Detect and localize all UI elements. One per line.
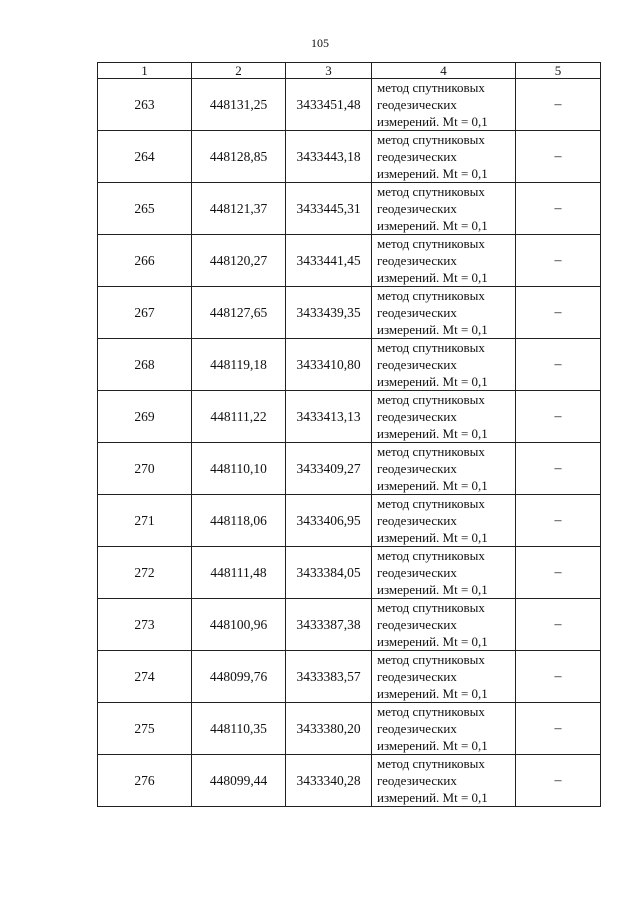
- x-coordinate-cell: 448099,76: [192, 651, 286, 703]
- method-cell: [372, 391, 516, 443]
- table-row: [98, 443, 601, 495]
- method-line: метод спутниковых: [377, 496, 485, 511]
- header-row: [98, 63, 601, 79]
- y-coordinate-cell: 3433439,35: [286, 287, 372, 339]
- point-number-cell: 268: [98, 339, 192, 391]
- point-number-cell: 267: [98, 287, 192, 339]
- note-cell: –: [516, 703, 601, 755]
- method-line: метод спутниковых: [377, 756, 485, 771]
- note-cell: –: [516, 235, 601, 287]
- method-line: измерений. Mt = 0,1: [377, 582, 488, 597]
- note-cell: –: [516, 755, 601, 807]
- table-row: [98, 131, 601, 183]
- method-line: измерений. Mt = 0,1: [377, 738, 488, 753]
- method-line: измерений. Mt = 0,1: [377, 218, 488, 233]
- note-cell: –: [516, 287, 601, 339]
- method-line: метод спутниковых: [377, 288, 485, 303]
- table-row: [98, 391, 601, 443]
- y-coordinate-cell: 3433410,80: [286, 339, 372, 391]
- point-number-cell: 275: [98, 703, 192, 755]
- y-coordinate-cell: 3433451,48: [286, 79, 372, 131]
- y-coordinate-cell: 3433340,28: [286, 755, 372, 807]
- point-number-cell: 273: [98, 599, 192, 651]
- x-coordinate-cell: 448119,18: [192, 339, 286, 391]
- point-number-cell: 269: [98, 391, 192, 443]
- header-col-4: 4: [372, 63, 516, 79]
- note-cell: –: [516, 651, 601, 703]
- method-line: метод спутниковых: [377, 236, 485, 251]
- method-line: метод спутниковых: [377, 704, 485, 719]
- method-cell: [372, 131, 516, 183]
- x-coordinate-cell: 448110,10: [192, 443, 286, 495]
- header-col-3: 3: [286, 63, 372, 79]
- y-coordinate-cell: 3433387,38: [286, 599, 372, 651]
- method-line: геодезических: [377, 149, 457, 164]
- method-line: метод спутниковых: [377, 80, 485, 95]
- method-cell: [372, 183, 516, 235]
- method-line: измерений. Mt = 0,1: [377, 790, 488, 805]
- method-line: геодезических: [377, 565, 457, 580]
- header-col-5: 5: [516, 63, 601, 79]
- note-cell: –: [516, 131, 601, 183]
- note-cell: –: [516, 599, 601, 651]
- method-line: метод спутниковых: [377, 184, 485, 199]
- y-coordinate-cell: 3433383,57: [286, 651, 372, 703]
- table-row: [98, 183, 601, 235]
- y-coordinate-cell: 3433413,13: [286, 391, 372, 443]
- method-line: геодезических: [377, 201, 457, 216]
- method-line: измерений. Mt = 0,1: [377, 426, 488, 441]
- method-line: геодезических: [377, 513, 457, 528]
- note-cell: –: [516, 79, 601, 131]
- table-row: [98, 235, 601, 287]
- method-cell: [372, 547, 516, 599]
- table-row: [98, 79, 601, 131]
- point-number-cell: 265: [98, 183, 192, 235]
- table-row: [98, 651, 601, 703]
- method-line: геодезических: [377, 773, 457, 788]
- method-cell: [372, 443, 516, 495]
- x-coordinate-cell: 448111,48: [192, 547, 286, 599]
- method-line: метод спутниковых: [377, 652, 485, 667]
- method-line: геодезических: [377, 409, 457, 424]
- header-col-2: 2: [192, 63, 286, 79]
- method-line: геодезических: [377, 97, 457, 112]
- point-number-cell: 266: [98, 235, 192, 287]
- method-line: метод спутниковых: [377, 340, 485, 355]
- method-cell: [372, 339, 516, 391]
- method-cell: [372, 287, 516, 339]
- table-row: [98, 547, 601, 599]
- y-coordinate-cell: 3433380,20: [286, 703, 372, 755]
- x-coordinate-cell: 448128,85: [192, 131, 286, 183]
- y-coordinate-cell: 3433406,95: [286, 495, 372, 547]
- method-line: измерений. Mt = 0,1: [377, 478, 488, 493]
- method-line: измерений. Mt = 0,1: [377, 270, 488, 285]
- method-cell: [372, 651, 516, 703]
- y-coordinate-cell: 3433409,27: [286, 443, 372, 495]
- x-coordinate-cell: 448127,65: [192, 287, 286, 339]
- x-coordinate-cell: 448131,25: [192, 79, 286, 131]
- method-line: геодезических: [377, 357, 457, 372]
- table-row: [98, 755, 601, 807]
- method-line: геодезических: [377, 305, 457, 320]
- table-row: [98, 287, 601, 339]
- method-line: метод спутниковых: [377, 600, 485, 615]
- coordinates-table: [97, 62, 601, 807]
- method-cell: [372, 235, 516, 287]
- note-cell: –: [516, 391, 601, 443]
- method-line: геодезических: [377, 721, 457, 736]
- x-coordinate-cell: 448121,37: [192, 183, 286, 235]
- x-coordinate-cell: 448110,35: [192, 703, 286, 755]
- method-line: геодезических: [377, 253, 457, 268]
- note-cell: –: [516, 183, 601, 235]
- y-coordinate-cell: 3433445,31: [286, 183, 372, 235]
- x-coordinate-cell: 448118,06: [192, 495, 286, 547]
- point-number-cell: 272: [98, 547, 192, 599]
- x-coordinate-cell: 448111,22: [192, 391, 286, 443]
- method-cell: [372, 755, 516, 807]
- method-line: измерений. Mt = 0,1: [377, 166, 488, 181]
- point-number-cell: 263: [98, 79, 192, 131]
- table-body: [98, 79, 601, 807]
- note-cell: –: [516, 339, 601, 391]
- x-coordinate-cell: 448099,44: [192, 755, 286, 807]
- header-col-1: 1: [98, 63, 192, 79]
- method-cell: [372, 79, 516, 131]
- method-line: геодезических: [377, 669, 457, 684]
- table-row: [98, 495, 601, 547]
- table-row: [98, 703, 601, 755]
- method-cell: [372, 703, 516, 755]
- table-header: [98, 63, 601, 79]
- note-cell: –: [516, 443, 601, 495]
- point-number-cell: 276: [98, 755, 192, 807]
- y-coordinate-cell: 3433443,18: [286, 131, 372, 183]
- method-line: измерений. Mt = 0,1: [377, 634, 488, 649]
- method-line: измерений. Mt = 0,1: [377, 114, 488, 129]
- method-cell: [372, 599, 516, 651]
- point-number-cell: 271: [98, 495, 192, 547]
- method-line: метод спутниковых: [377, 392, 485, 407]
- method-line: измерений. Mt = 0,1: [377, 374, 488, 389]
- method-line: метод спутниковых: [377, 548, 485, 563]
- y-coordinate-cell: 3433441,45: [286, 235, 372, 287]
- method-cell: [372, 495, 516, 547]
- x-coordinate-cell: 448120,27: [192, 235, 286, 287]
- method-line: измерений. Mt = 0,1: [377, 322, 488, 337]
- table-row: [98, 339, 601, 391]
- method-line: геодезических: [377, 617, 457, 632]
- table-row: [98, 599, 601, 651]
- method-line: измерений. Mt = 0,1: [377, 530, 488, 545]
- note-cell: –: [516, 547, 601, 599]
- point-number-cell: 264: [98, 131, 192, 183]
- page-number: 105: [311, 36, 329, 50]
- point-number-cell: 270: [98, 443, 192, 495]
- point-number-cell: 274: [98, 651, 192, 703]
- method-line: метод спутниковых: [377, 132, 485, 147]
- y-coordinate-cell: 3433384,05: [286, 547, 372, 599]
- x-coordinate-cell: 448100,96: [192, 599, 286, 651]
- method-line: измерений. Mt = 0,1: [377, 686, 488, 701]
- method-line: метод спутниковых: [377, 444, 485, 459]
- method-line: геодезических: [377, 461, 457, 476]
- note-cell: –: [516, 495, 601, 547]
